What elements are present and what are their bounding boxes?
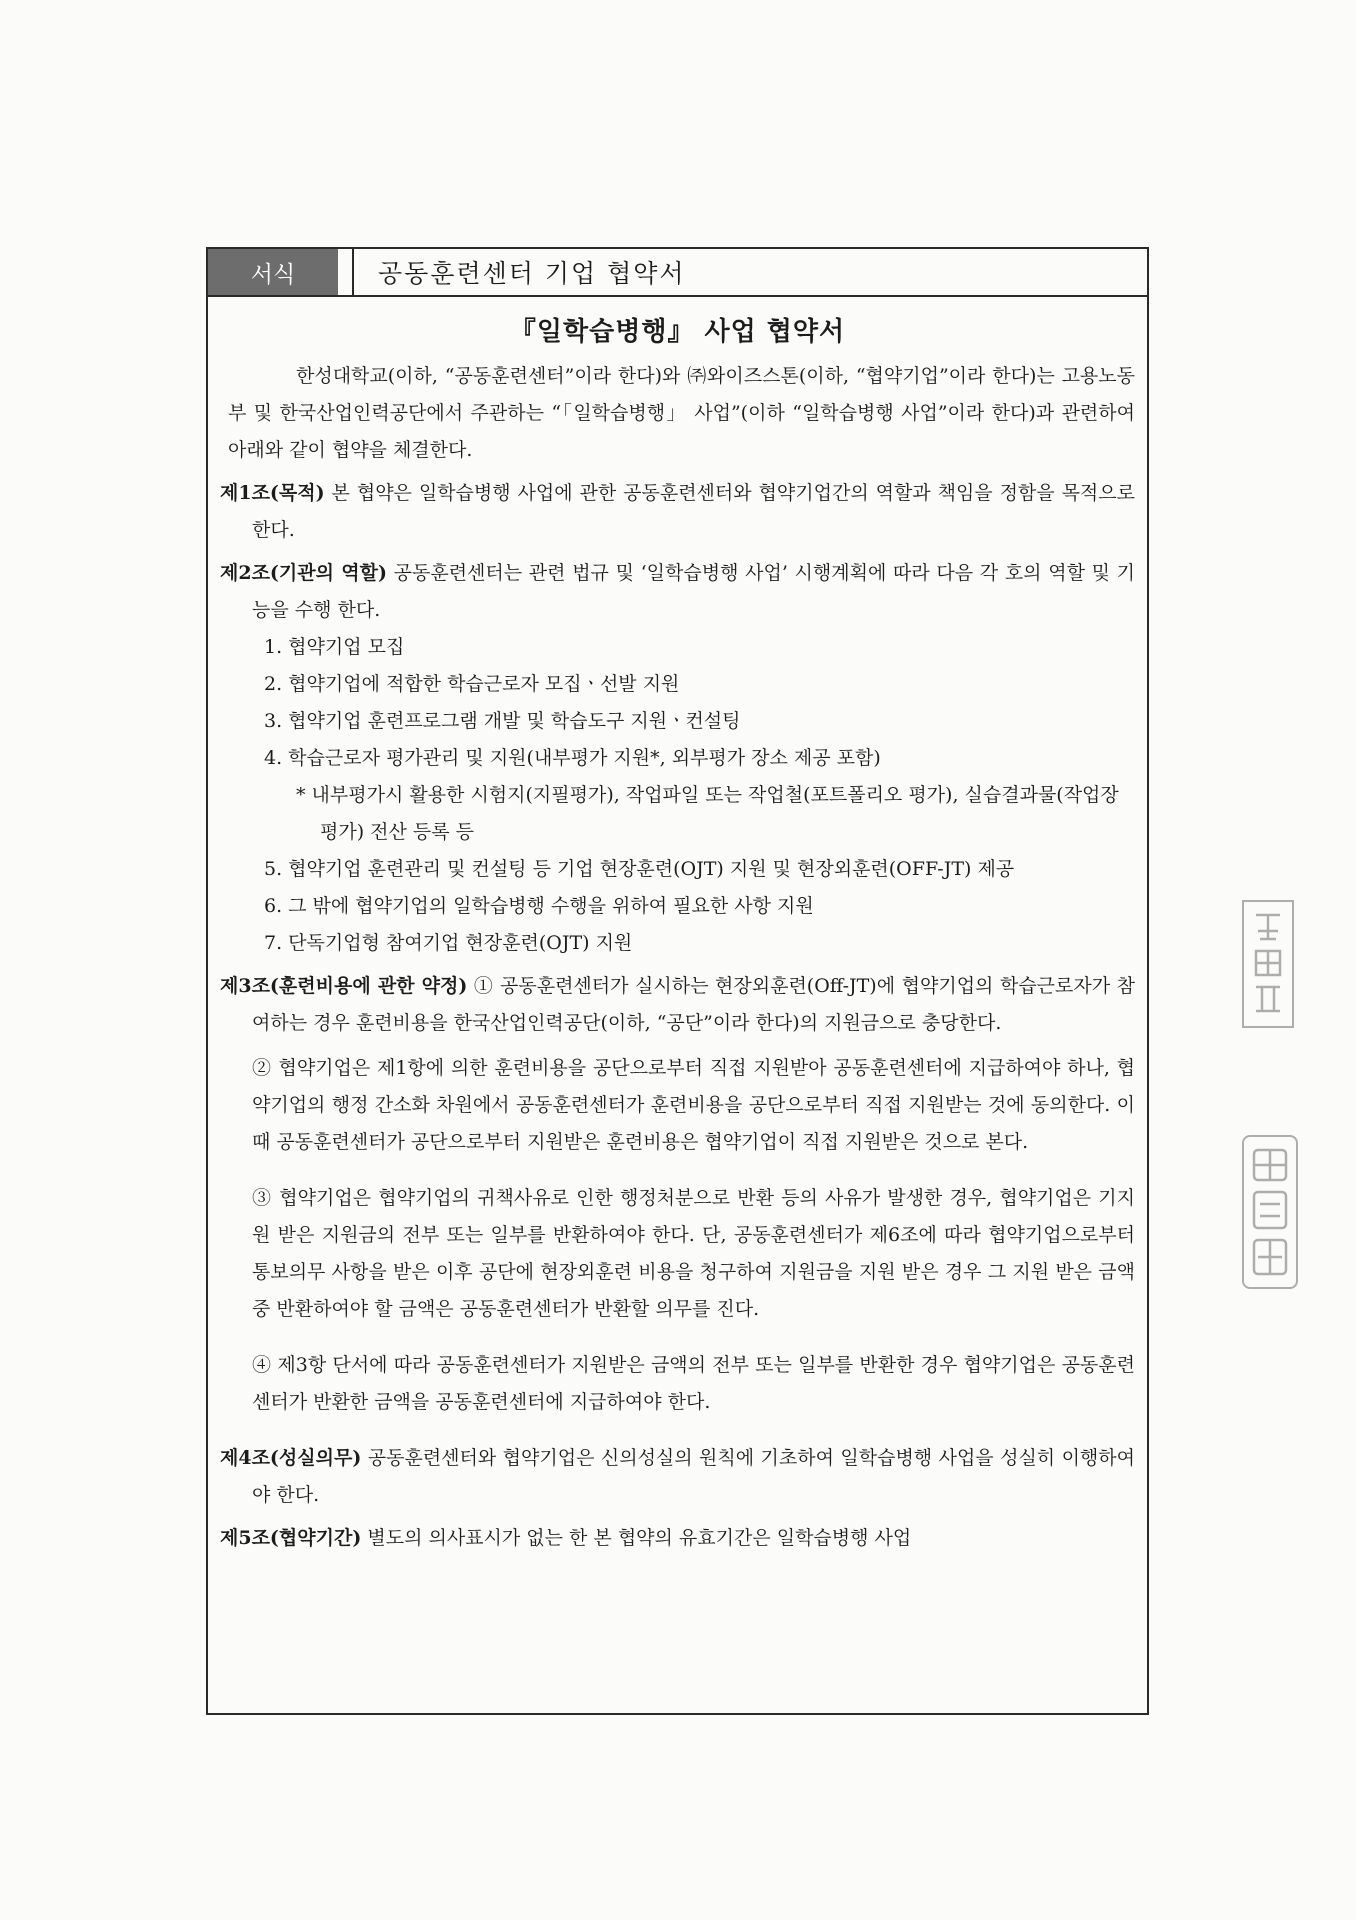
seal-glyph-icon (1250, 909, 1286, 1019)
article-4-heading: 제4조(성실의무) (220, 1447, 362, 1469)
article-5 (220, 1520, 1135, 1557)
article-4-text: 공동훈련센터와 협약기업은 신의성실의 원칙에 기초하여 일학습병행 사업을 성실히 이행하여야 한다. (252, 1447, 1135, 1506)
list-item: 2. 협약기업에 적합한 학습근로자 모집ㆍ선발 지원 (264, 673, 680, 695)
list-item: 3. 협약기업 훈련프로그램 개발 및 학습도구 지원ㆍ컨설팅 (264, 710, 741, 732)
seal-glyph-icon (1248, 1142, 1292, 1282)
list-item: 7. 단독기업형 참여기업 현장훈련(OJT) 지원 (264, 932, 633, 954)
article-4 (220, 1440, 1135, 1514)
article-3-text: ① 공동훈련센터가 실시하는 현장외훈련(Off-JT)에 협약기업의 학습근로자가 참여하는 경우 훈련비용을 한국산업인력공단(이하, “공단”이라 한다)의 지원금으로 충당한다. (252, 975, 1136, 1034)
article-5-heading: 제5조(협약기간) (220, 1527, 362, 1549)
article-3 (220, 968, 1135, 1421)
article-2-text: 공동훈련센터는 관련 법규 및 ‘일학습병행 사업’ 시행계획에 따라 다음 각 호의 역할 및 기능을 수행 한다. (252, 562, 1136, 621)
article-5-text: 별도의 의사표시가 없는 한 본 협약의 유효기간은 일학습병행 사업 (361, 1527, 912, 1549)
header-gap (338, 249, 352, 295)
seal-stamp-icon (1242, 1135, 1298, 1289)
article-2-items (220, 629, 1135, 777)
article-2-heading: 제2조(기관의 역할) (220, 562, 387, 584)
form-label-badge: 서식 (208, 249, 338, 295)
article-3-heading: 제3조(훈련비용에 관한 약정) (220, 975, 468, 997)
article-1-text: 본 협약은 일학습병행 사업에 관한 공동훈련센터와 협약기업간의 역할과 책임을 정함을 목적으로 한다. (252, 482, 1135, 541)
list-item: 5. 협약기업 훈련관리 및 컨설팅 등 기업 현장훈련(OJT) 지원 및 현장외훈련(OFF-JT) 제공 (264, 858, 1015, 880)
article-4-body (220, 1440, 1135, 1514)
document-body (208, 358, 1147, 1557)
article-3-paragraph-3: ③ 협약기업은 협약기업의 귀책사유로 인한 행정처분으로 반환 등의 사유가 발생한 경우, 협약기업은 기지원 받은 지원금의 전부 또는 일부를 반환하여야 한다. 단, 공동훈련센터가 제6조에 따라 협약기업으로부터 통보의무 사항을 받은 이후 공단에 현장외훈련 비용을 청구하여 지원금을 지원 받은 경우 그 지원 받은 금액 중 반환하여야 할 금액은 공동훈련센터가 반환할 의무를 진다. (252, 1187, 1135, 1320)
document-title: 『일학습병행』 사업 협약서 (509, 317, 846, 347)
article-3-body (220, 968, 1135, 1042)
agreement-form-frame (206, 247, 1149, 1715)
list-item: 4. 학습근로자 평가관리 및 지원(내부평가 지원*, 외부평가 장소 제공 포함) (264, 747, 881, 769)
article-1-body (220, 475, 1135, 549)
article-5-body (220, 1520, 1135, 1557)
article-1 (220, 475, 1135, 549)
article-2-body (220, 555, 1135, 629)
article-3-paragraph-2: ② 협약기업은 제1항에 의한 훈련비용을 공단으로부터 직접 지원받아 공동훈련센터에 지급하여야 하나, 협약기업의 행정 간소화 차원에서 공동훈련센터가 훈련비용을 공단으로부터 직접 지원받는 것에 동의한다. 이 때 공동훈련센터가 공단으로부터 지원받은 훈련비용은 협약기업이 직접 지원받은 것으로 본다. (252, 1057, 1135, 1153)
seal-stamp-icon (1242, 900, 1294, 1028)
list-item: 6. 그 밖에 협약기업의 일학습병행 수행을 위하여 필요한 사항 지원 (264, 895, 814, 917)
article-2-footnote: * 내부평가시 활용한 시험지(지필평가), 작업파일 또는 작업철(포트폴리오 평가), 실습결과물(작업장 평가) 전산 등록 등 (296, 784, 1119, 843)
article-3-paragraph-4: ④ 제3항 단서에 따라 공동훈련센터가 지원받은 금액의 전부 또는 일부를 반환한 경우 협약기업은 공동훈련센터가 반환한 금액을 공동훈련센터에 지급하여야 한다. (252, 1354, 1135, 1413)
article-2 (220, 555, 1135, 962)
form-header (208, 249, 1147, 297)
intro-paragraph: 한성대학교(이하, “공동훈련센터”이라 한다)와 ㈜와이즈스톤(이하, “협약기업”이라 한다)는 고용노동부 및 한국산업인력공단에서 주관하는 “「일학습병행」 사업”(이하 “일학습병행 사업”이라 한다)과 관련하여 아래와 같이 협약을 체결한다. (228, 365, 1135, 461)
list-item: 1. 협약기업 모집 (264, 636, 405, 658)
article-1-heading: 제1조(목적) (220, 482, 325, 504)
form-title: 공동훈련센터 기업 협약서 (352, 249, 686, 295)
